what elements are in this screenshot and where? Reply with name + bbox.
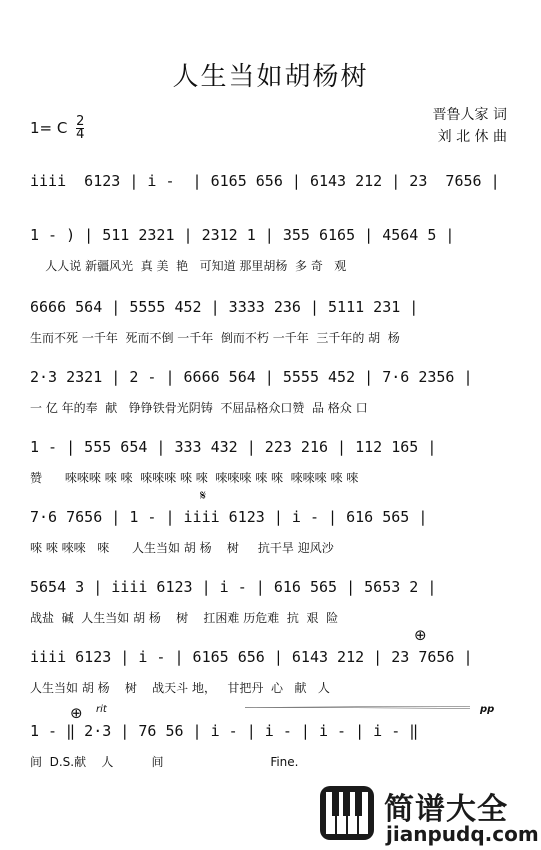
- lyric-line: 生而不死 一千年 死而不倒 一千年 倒而不朽 一千年 三千年的 胡 杨: [30, 331, 400, 345]
- logo-text-cn: 简谱大全: [384, 792, 508, 827]
- lyric-line: [30, 202, 515, 222]
- rit-marking: rit: [96, 704, 107, 715]
- site-logo: [318, 784, 538, 846]
- lyric-line: 一 亿 年的奉 献 铮铮铁骨光阴铸 不屈品格众口赞 品 格众 口: [30, 401, 368, 415]
- lyric-line: 唻 唻 唻唻 唻 人生当如 胡 杨 树 抗干旱 迎风沙: [30, 541, 334, 555]
- time-bottom: 4: [76, 127, 85, 142]
- notation-line: 1 - ) | 511 2321 | 2312 1 | 355 6165 | 4564 5 |: [30, 226, 455, 244]
- lyric-line: 人生当如 胡 杨 树 战天斗 地， 甘把丹 心 献 人: [30, 681, 330, 695]
- segno-sign: 𝄋: [200, 488, 207, 504]
- song-title: 人生当如胡杨树: [172, 62, 369, 92]
- lyric-line: 赞 唻唻唻 唻 唻 唻唻唻 唻 唻 唻唻唻 唻 唻 唻唻唻 唻 唻: [30, 471, 359, 485]
- time-signature: [76, 116, 84, 141]
- composer: 刘 北 休 曲: [437, 129, 507, 145]
- piano-icon: [318, 784, 376, 842]
- notation-line: 5654 3 | iiii 6123 | i - | 616 565 | 5653 2 |: [30, 578, 437, 596]
- pp-marking: pp: [480, 704, 495, 715]
- notation-line: 1 - ‖ 2·3 | 76 56 | i - | i - | i - | i - ‖: [30, 722, 419, 740]
- notation-line: iiii 6123 | i - | 6165 656 | 6143 212 | 23 7656 |: [30, 648, 473, 666]
- notation-line: 1 - | 555 654 | 333 432 | 223 216 | 112 165 |: [30, 438, 437, 456]
- logo-text-en: jianpudq.com: [386, 822, 539, 846]
- notation-line: iiii 6123 | i - | 6165 656 | 6143 212 | 23 7656 |: [30, 172, 500, 190]
- key-label: 1= C: [30, 119, 68, 137]
- coda-sign: ⊕: [414, 626, 427, 644]
- notation-line: 2·3 2321 | 2 - | 6666 564 | 5555 452 | 7·6 2356 |: [30, 368, 473, 386]
- key-signature: [30, 116, 84, 141]
- credits: [433, 104, 507, 148]
- lyricist: 晋鲁人家 词: [432, 107, 507, 123]
- notation-line: 7·6 7656 | 1 - | iiii 6123 | i - | 616 565 |: [30, 508, 428, 526]
- lyric-line: 战盐 碱 人生当如 胡 杨 树 扛困难 历危难 抗 艰 险: [30, 611, 339, 625]
- time-top: 2: [76, 114, 85, 129]
- lyric-line: 人人说 新疆风光 真 美 艳 可知道 那里胡杨 多 奇 观: [30, 259, 347, 273]
- coda-sign-final: ⊕: [70, 704, 83, 722]
- lyric-line: 间 D.S.献 人 间 Fine.: [30, 755, 299, 769]
- notation-line: 6666 564 | 5555 452 | 3333 236 | 5111 231 |: [30, 298, 419, 316]
